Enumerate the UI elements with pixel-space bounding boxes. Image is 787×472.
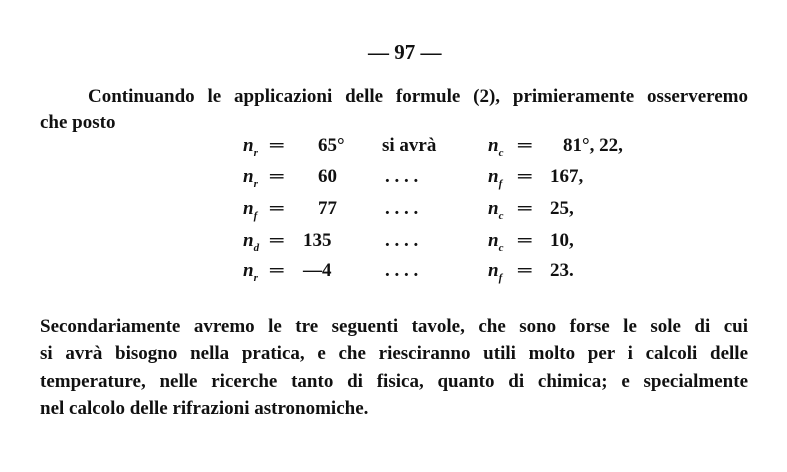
formula-right-value: 10, (550, 230, 574, 251)
intro-line-1: Continuando le applicazioni delle formule (2), primieramente osserveremo (88, 86, 748, 107)
formula-right-var: $n_f$ (488, 260, 503, 284)
formula-connector: . . . . (385, 198, 419, 219)
equals-sign: ═ (270, 230, 284, 251)
formula-right-var: $n_f$ (488, 166, 503, 190)
intro-line-2: che posto (40, 112, 116, 133)
formula-right-var: $n_c$ (488, 135, 504, 159)
formula-right-value: 167, (550, 166, 584, 187)
equals-sign: ═ (518, 230, 532, 251)
formula-left-value: 65° (318, 135, 345, 156)
equals-sign: ═ (270, 135, 284, 156)
formula-left-var: $n_r$ (243, 135, 258, 159)
equals-sign: ═ (270, 198, 284, 219)
formula-left-value: 135 (303, 230, 332, 251)
equals-sign: ═ (270, 260, 284, 281)
formula-left-value: 60 (318, 166, 337, 187)
equals-sign: ═ (518, 260, 532, 281)
formula-right-value: 23. (550, 260, 574, 281)
equals-sign: ═ (518, 135, 532, 156)
body-line-4: nel calcolo delle rifrazioni astronomiche. (40, 398, 369, 419)
equals-sign: ═ (270, 166, 284, 187)
body-line-3: temperature, nelle ricerche tanto di fisica, quanto di chimica; e specialmente (40, 371, 748, 392)
formula-right-value: 25, (550, 198, 574, 219)
formula-left-var: $n_r$ (243, 166, 258, 190)
formula-right-var: $n_c$ (488, 230, 504, 254)
formula-left-value: 77 (318, 198, 337, 219)
formula-connector: si avrà (382, 135, 437, 156)
formula-connector: . . . . (385, 260, 419, 281)
formula-right-var: $n_c$ (488, 198, 504, 222)
body-line-1: Secondariamente avremo le tre seguenti tavole, che sono forse le sole di cui (40, 316, 748, 337)
formula-right-value: 81°, 22, (563, 135, 623, 156)
equals-sign: ═ (518, 198, 532, 219)
formula-left-var: $n_d$ (243, 230, 260, 254)
formula-connector: . . . . (385, 166, 419, 187)
page-number: — 97 — (368, 40, 442, 64)
formula-left-var: $n_r$ (243, 260, 258, 284)
equals-sign: ═ (518, 166, 532, 187)
formula-connector: . . . . (385, 230, 419, 251)
formula-left-value: —4 (303, 260, 332, 281)
formula-left-var: $n_f$ (243, 198, 258, 222)
body-line-2: si avrà bisogno nella pratica, e che riesciranno utili molto per i calcoli delle (40, 343, 748, 364)
